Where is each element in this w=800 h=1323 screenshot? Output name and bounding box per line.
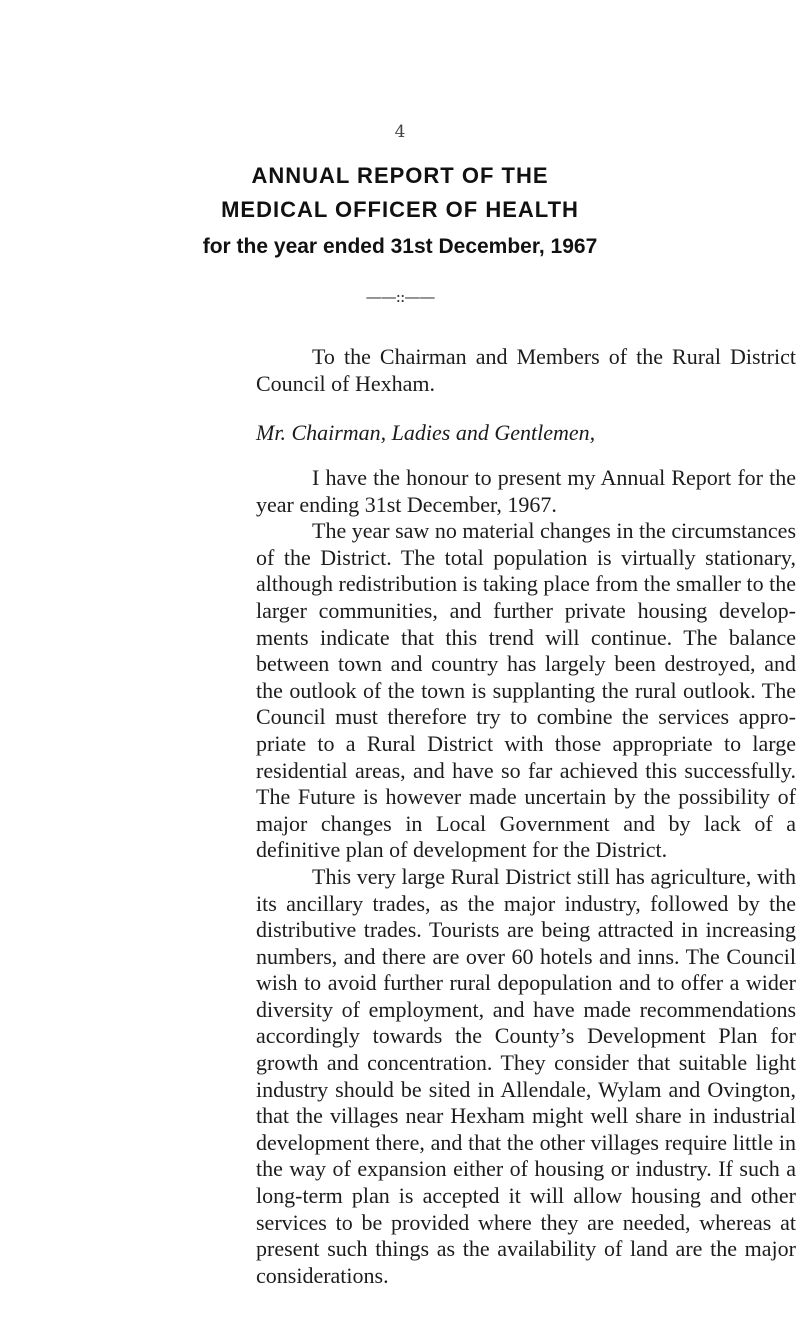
paragraph-1: I have the honour to present my Annual Report for the year ending 31st December, 1967.: [256, 465, 796, 517]
report-title-line-1: ANNUAL REPORT OF THE: [251, 163, 549, 188]
report-body: [256, 465, 796, 1289]
paragraph-3: This very large Rural District still has agriculture, with its ancillary trades, as the major industry, followed by the distributive trades. Tourists are being attracted in increasing numbers, and there are over 60 hotels and inns. The Council wish to avoid further rural depopulation and to offer a wider diversity of employment, and have made recommendations accordingly towards the County’s Development Plan for growth and concentration. They consider that suitable light industry should be sited in Allendale, Wylam and Ovington, that the villages near Hexham might well share in industrial development there, and that the other villages require little in the way of expansion either of housing or industry. If such a long-term plan is accepted it will allow housing and other services to be provided where they are needed, whereas at present such things as the availability of land are the major considerations.: [256, 863, 796, 1288]
page-number: 4: [394, 122, 406, 142]
address-block: To the Chairman and Members of the Rural District Council of Hexham.: [256, 344, 796, 396]
report-subtitle: for the year ended 31st December, 1967: [202, 235, 598, 258]
paragraph-2: The year saw no material changes in the circumstances of the District. The total population is virtually stationary, although redistribution is taking place from the smaller to the larger communities, and further private housing develop-ments indicate that this trend will continue. The balance between town and country has largely been destroyed, and the outlook of the town is supplanting the rural outlook. The Council must therefore try to combine the services appro-priate to a Rural District with those appropriate to large residential areas, and have so far achieved this successfully. The Future is however made uncertain by the possibility of major changes in Local Government and by lack of a definitive plan of development for the District.: [256, 518, 796, 863]
salutation: Mr. Chairman, Ladies and Gentlemen,: [256, 420, 596, 445]
report-title-line-2: MEDICAL OFFICER OF HEALTH: [221, 197, 579, 222]
section-divider: ——::——: [365, 287, 435, 306]
